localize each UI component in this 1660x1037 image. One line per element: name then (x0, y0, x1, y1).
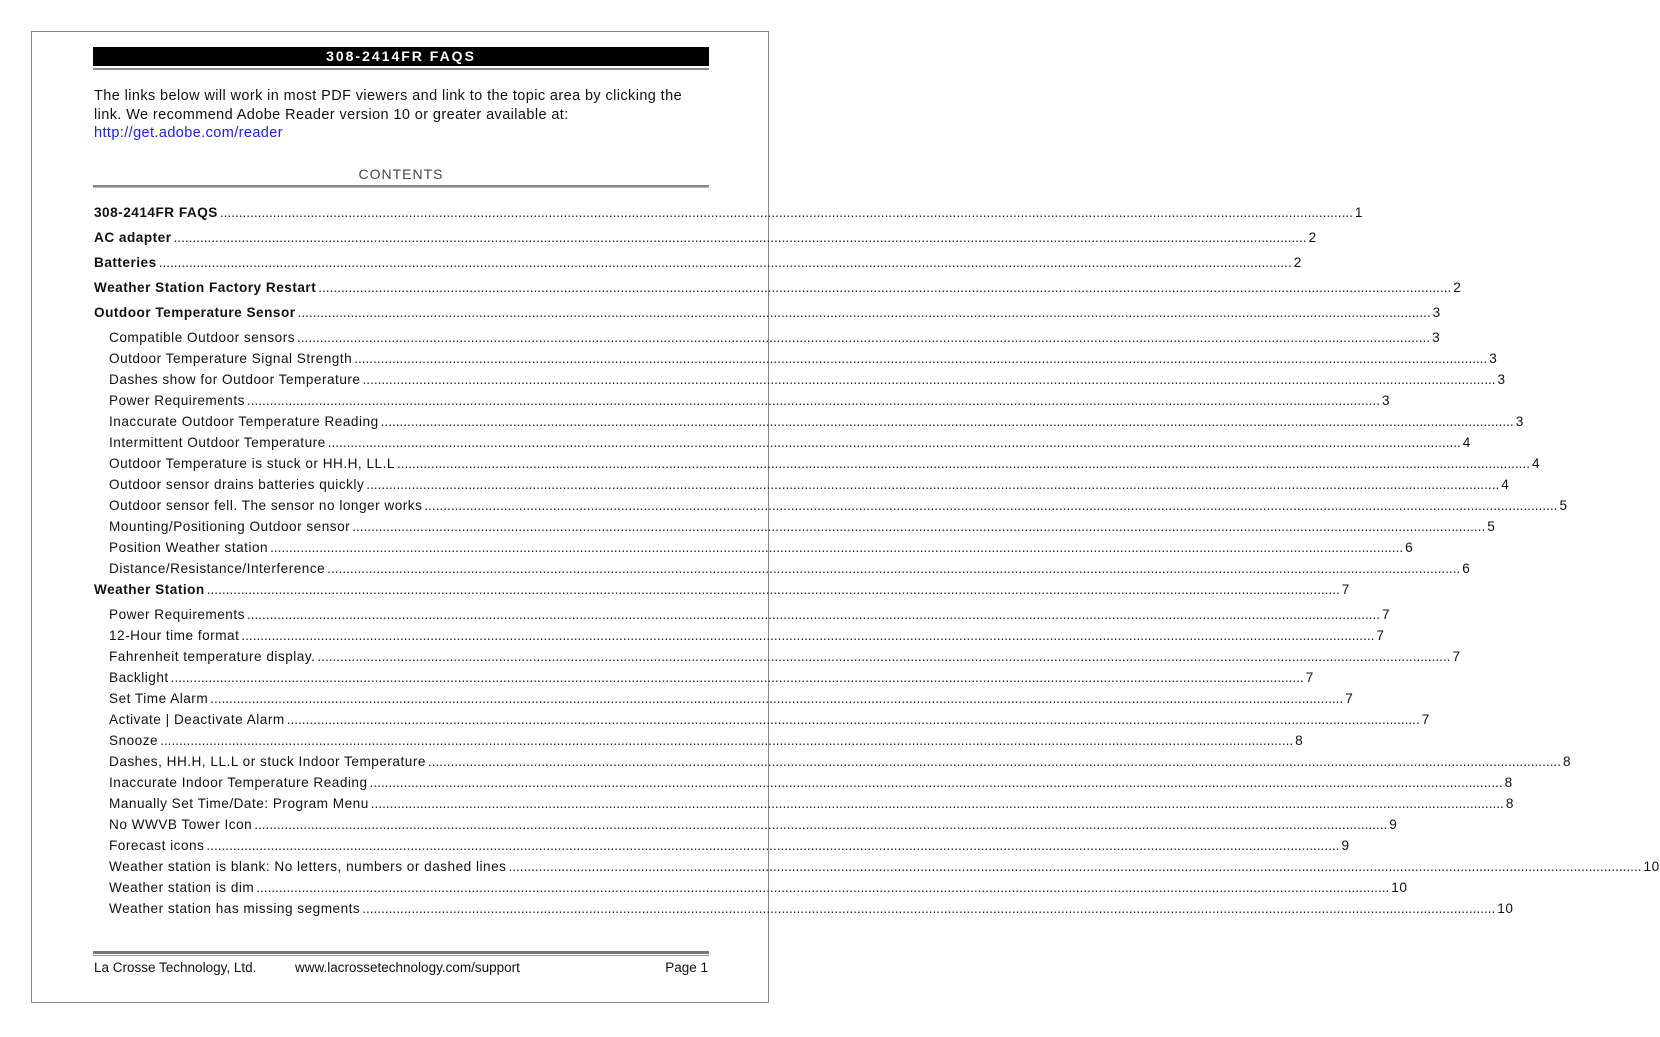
toc-entry-page: 10 (1497, 901, 1514, 916)
toc-entry[interactable] (94, 474, 1510, 495)
toc-entry[interactable] (94, 835, 1350, 856)
toc-entry-page: 2 (1453, 280, 1462, 295)
toc-entry-page: 3 (1489, 351, 1498, 366)
dot-leader: ............................................................................................................................................................................................................................................................................................................ (256, 880, 1390, 895)
toc-entry-page: 5 (1487, 519, 1496, 534)
toc-entry-label: Distance/Resistance/Interference (109, 561, 326, 576)
toc-entry-page: 3 (1432, 305, 1441, 320)
dot-leader: ............................................................................................................................................................................................................................................................................................................ (270, 540, 1404, 555)
toc-entry-page: 1 (1354, 205, 1363, 220)
intro-text: The links below will work in most PDF viewers and link to the topic area by clicking the link. We recommend Adobe Reader version 10 or greater available at: (94, 88, 683, 123)
dot-leader: ............................................................................................................................................................................................................................................................................................................ (219, 205, 1353, 220)
toc-entry-label: Weather station is blank: No letters, numbers or dashed lines (109, 859, 507, 874)
dot-leader: ............................................................................................................................................................................................................................................................................................................ (380, 414, 1514, 429)
page-title: 308-2414FR FAQS (93, 47, 709, 66)
divider (93, 68, 709, 70)
dot-leader: ............................................................................................................................................................................................................................................................................................................ (318, 280, 1452, 295)
toc-entry-page: 4 (1462, 435, 1471, 450)
dot-leader: ............................................................................................................................................................................................................................................................................................................ (354, 351, 1488, 366)
toc-entry-label: Snooze (109, 733, 159, 748)
toc-entry-label: Outdoor Temperature Signal Strength (109, 351, 353, 366)
dot-leader: ............................................................................................................................................................................................................................................................................................................ (246, 393, 1380, 408)
dot-leader: ............................................................................................................................................................................................................................................................................................................ (170, 670, 1304, 685)
dot-leader: ............................................................................................................................................................................................................................................................................................................ (327, 561, 1461, 576)
toc-entry-page: 8 (1505, 796, 1514, 811)
toc-entry[interactable] (94, 877, 1408, 898)
toc-entry[interactable] (94, 537, 1414, 558)
toc-entry-label: Weather station has missing segments (109, 901, 361, 916)
dot-leader: ............................................................................................................................................................................................................................................................................................................ (160, 733, 1294, 748)
toc-entry[interactable] (94, 495, 1568, 516)
toc-entry[interactable] (94, 411, 1524, 432)
intro-paragraph (94, 87, 714, 143)
toc-entry-page: 8 (1504, 775, 1513, 790)
toc-entry-page: 3 (1497, 372, 1506, 387)
toc-entry-label: Mounting/Positioning Outdoor sensor (109, 519, 351, 534)
dot-leader: ............................................................................................................................................................................................................................................................................................................ (424, 498, 1558, 513)
toc-entry-page: 7 (1305, 670, 1314, 685)
toc-entry-page: 7 (1376, 628, 1385, 643)
footer-company: La Crosse Technology, Ltd. (94, 960, 257, 975)
dot-leader: ............................................................................................................................................................................................................................................................................................................ (158, 255, 1292, 270)
dot-leader: ............................................................................................................................................................................................................................................................................................................ (206, 838, 1340, 853)
toc-entry-label: Dashes, HH.H, LL.L or stuck Indoor Temperature (109, 754, 426, 769)
toc-entry-label: Inaccurate Indoor Temperature Reading (109, 775, 368, 790)
contents-heading: CONTENTS (358, 166, 444, 182)
footer-page-number: Page 1 (665, 960, 708, 975)
toc-entry-label: Backlight (109, 670, 169, 685)
dot-leader: ............................................................................................................................................................................................................................................................................................................ (286, 712, 1420, 727)
toc-entry-page: 10 (1643, 859, 1660, 874)
toc-entry-label: Inaccurate Outdoor Temperature Reading (109, 414, 379, 429)
toc-entry-label: Power Requirements (109, 607, 245, 622)
toc-entry[interactable] (94, 202, 1363, 227)
dot-leader: ............................................................................................................................................................................................................................................................................................................ (206, 582, 1340, 597)
dot-leader: ............................................................................................................................................................................................................................................................................................................ (427, 754, 1561, 769)
toc-entry-label: 308-2414FR FAQS (94, 205, 218, 220)
toc-entry[interactable] (94, 814, 1398, 835)
toc-entry[interactable] (94, 730, 1304, 751)
dot-leader: ............................................................................................................................................................................................................................................................................................................ (362, 901, 1496, 916)
toc-entry-label: Fahrenheit temperature display. (109, 649, 316, 664)
toc-entry[interactable] (94, 327, 1441, 348)
toc-entry-label: Set Time Alarm (109, 691, 209, 706)
toc-entry[interactable] (94, 302, 1441, 327)
dot-leader: ............................................................................................................................................................................................................................................................................................................ (370, 796, 1504, 811)
dot-leader: ............................................................................................................................................................................................................................................................................................................ (366, 477, 1500, 492)
dot-leader: ............................................................................................................................................................................................................................................................................................................ (246, 607, 1380, 622)
toc-entry-page: 4 (1532, 456, 1541, 471)
dot-leader: ............................................................................................................................................................................................................................................................................................................ (369, 775, 1503, 790)
toc-entry-page: 8 (1295, 733, 1304, 748)
toc-entry[interactable] (94, 688, 1354, 709)
toc-entry-label: Intermittent Outdoor Temperature (109, 435, 326, 450)
toc-entry[interactable] (94, 558, 1471, 579)
dot-leader: ............................................................................................................................................................................................................................................................................................................ (241, 628, 1375, 643)
toc-entry-page: 2 (1308, 230, 1317, 245)
toc-entry-page: 7 (1421, 712, 1430, 727)
toc-entry[interactable] (94, 277, 1462, 302)
toc-entry[interactable] (94, 252, 1302, 277)
toc-entry-label: 12-Hour time format (109, 628, 240, 643)
toc-entry[interactable] (94, 751, 1572, 772)
toc-entry-label: Outdoor sensor drains batteries quickly (109, 477, 365, 492)
toc-entry-label: Outdoor Temperature is stuck or HH.H, LL.L (109, 456, 395, 471)
toc-entry[interactable] (94, 898, 1514, 919)
toc-entry[interactable] (94, 604, 1391, 625)
toc-entry[interactable] (94, 453, 1541, 474)
dot-leader: ............................................................................................................................................................................................................................................................................................................ (327, 435, 1461, 450)
dot-leader: ............................................................................................................................................................................................................................................................................................................ (173, 230, 1307, 245)
footer-divider (93, 951, 709, 956)
footer-url[interactable]: www.lacrossetechnology.com/support (295, 960, 520, 975)
toc-entry-page: 6 (1462, 561, 1471, 576)
toc-entry-label: Compatible Outdoor sensors (109, 330, 296, 345)
dot-leader: ............................................................................................................................................................................................................................................................................................................ (254, 817, 1388, 832)
toc-entry[interactable] (94, 856, 1660, 877)
toc-entry-label: Outdoor Temperature Sensor (94, 305, 296, 320)
toc-entry-page: 6 (1405, 540, 1414, 555)
toc-entry-label: No WWVB Tower Icon (109, 817, 253, 832)
toc-entry-label: Power Requirements (109, 393, 245, 408)
toc-entry-page: 3 (1515, 414, 1524, 429)
toc-entry-page: 7 (1345, 691, 1354, 706)
toc-entry-label: Activate | Deactivate Alarm (109, 712, 285, 727)
toc-entry[interactable] (94, 516, 1496, 537)
toc-entry-page: 9 (1389, 817, 1398, 832)
toc-entry-label: Weather station is dim (109, 880, 255, 895)
toc-entry-label: Outdoor sensor fell. The sensor no longer works (109, 498, 423, 513)
toc-entry[interactable] (94, 625, 1385, 646)
adobe-reader-link[interactable]: http://get.adobe.com/reader (94, 125, 283, 141)
toc-entry[interactable] (94, 793, 1514, 814)
toc-entry-page: 2 (1293, 255, 1302, 270)
dot-leader: ............................................................................................................................................................................................................................................................................................................ (297, 305, 1431, 320)
toc-entry[interactable] (94, 227, 1317, 252)
dot-leader: ............................................................................................................................................................................................................................................................................................................ (210, 691, 1344, 706)
divider (93, 185, 709, 188)
toc-entry-page: 9 (1341, 838, 1350, 853)
toc-entry-page: 8 (1562, 754, 1572, 769)
toc-entry-page: 7 (1341, 582, 1350, 597)
toc-entry[interactable] (94, 390, 1391, 411)
dot-leader: ............................................................................................................................................................................................................................................................................................................ (396, 456, 1530, 471)
toc-entry-page: 3 (1381, 393, 1391, 408)
toc-entry-label: Weather Station (94, 582, 205, 597)
dot-leader: ............................................................................................................................................................................................................................................................................................................ (508, 859, 1642, 874)
toc-entry-page: 4 (1501, 477, 1510, 492)
toc-entry-page: 5 (1559, 498, 1568, 513)
toc-entry-label: Dashes show for Outdoor Temperature (109, 372, 361, 387)
toc-entry-label: Batteries (94, 255, 157, 270)
toc-entry[interactable] (94, 432, 1471, 453)
toc-entry-page: 10 (1391, 880, 1408, 895)
dot-leader: ............................................................................................................................................................................................................................................................................................................ (297, 330, 1431, 345)
dot-leader: ............................................................................................................................................................................................................................................................................................................ (362, 372, 1496, 387)
toc-entry-label: Weather Station Factory Restart (94, 280, 317, 295)
toc-entry[interactable] (94, 369, 1506, 390)
toc-entry[interactable] (94, 667, 1314, 688)
toc-entry-label: Position Weather station (109, 540, 269, 555)
dot-leader: ............................................................................................................................................................................................................................................................................................................ (317, 649, 1451, 664)
toc-entry-page: 3 (1432, 330, 1441, 345)
toc-entry[interactable] (94, 772, 1513, 793)
toc-entry-page: 7 (1452, 649, 1461, 664)
table-of-contents (94, 202, 1660, 919)
toc-entry-page: 7 (1381, 607, 1391, 622)
toc-entry[interactable] (94, 579, 1350, 604)
toc-entry[interactable] (94, 709, 1430, 730)
toc-entry-label: Forecast icons (109, 838, 205, 853)
toc-entry[interactable] (94, 646, 1461, 667)
toc-entry[interactable] (94, 348, 1498, 369)
dot-leader: ............................................................................................................................................................................................................................................................................................................ (352, 519, 1486, 534)
toc-entry-label: AC adapter (94, 230, 172, 245)
toc-entry-label: Manually Set Time/Date: Program Menu (109, 796, 369, 811)
